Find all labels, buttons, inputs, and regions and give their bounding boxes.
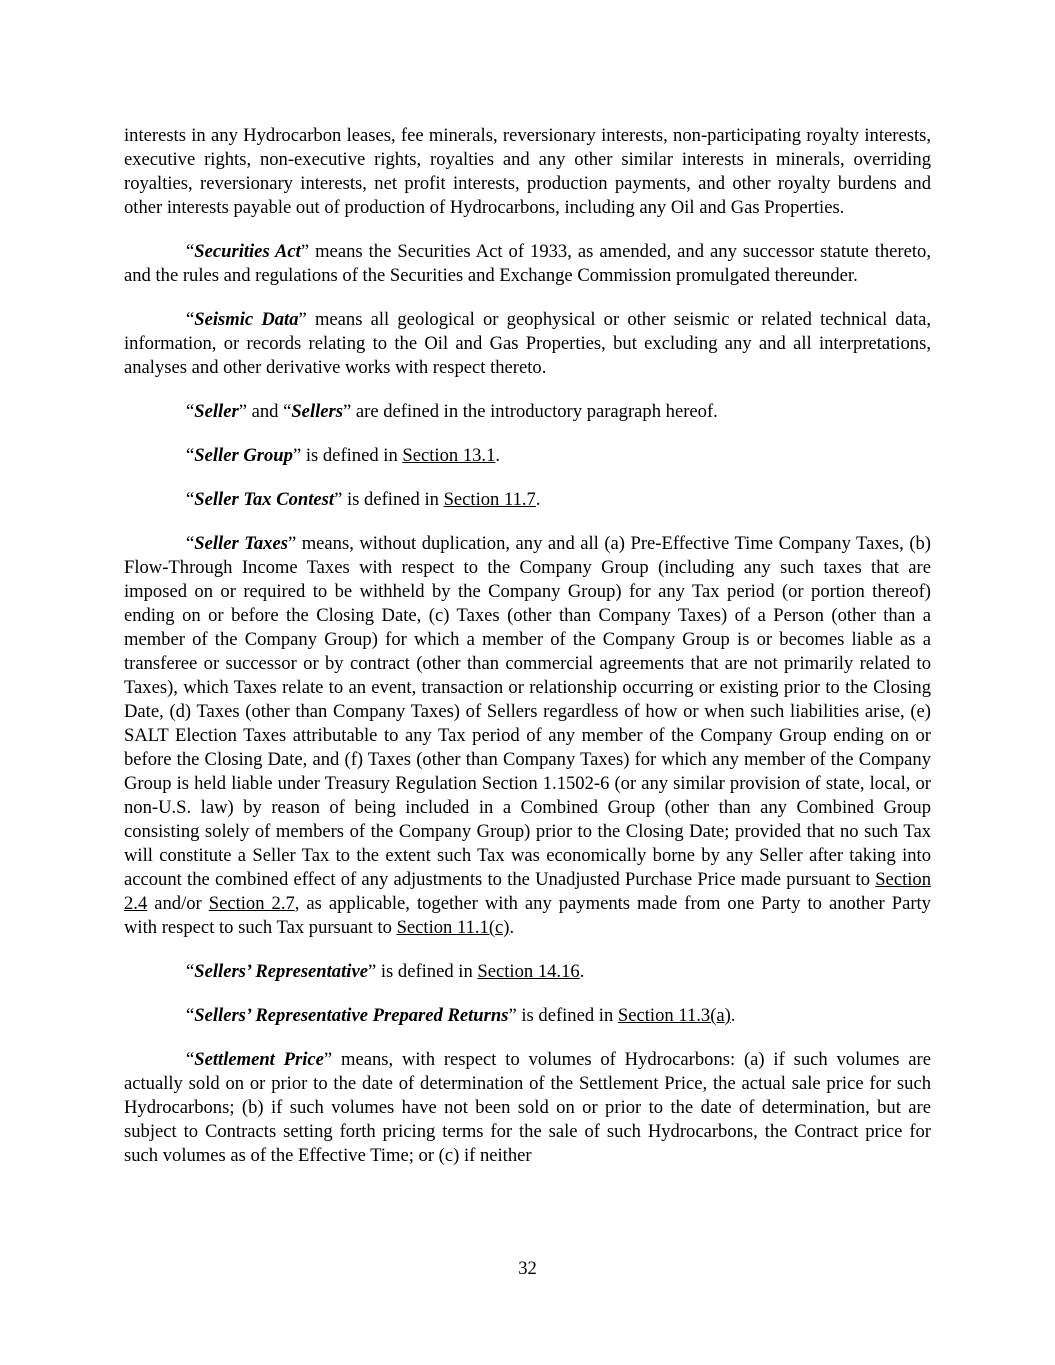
paragraph-text: “ <box>186 309 195 330</box>
paragraph-text: “ <box>186 489 195 510</box>
section-reference-link[interactable]: Section 13.1 <box>402 445 496 466</box>
defined-term: Sellers’ Representative Prepared Returns <box>194 1005 509 1026</box>
defined-term: Sellers <box>291 401 343 422</box>
defined-term: Sellers’ Representative <box>194 961 368 982</box>
paragraph-text: “ <box>186 1049 195 1070</box>
paragraph-text: “ <box>186 241 195 262</box>
paragraph-text: “ <box>186 401 195 422</box>
paragraph-text: . <box>579 961 585 982</box>
section-reference-link[interactable]: Section 14.16 <box>477 961 580 982</box>
paragraph-text: ” are defined in the introductory paragraph hereof. <box>343 401 718 422</box>
definition-paragraph <box>124 488 931 512</box>
page-number: 32 <box>518 1258 537 1279</box>
definition-paragraph <box>124 960 931 984</box>
paragraph-text: “ <box>186 533 195 554</box>
paragraph-text: ” is defined in <box>367 961 478 982</box>
paragraph-text: ” is defined in <box>334 489 444 510</box>
paragraph-text: ” is defined in <box>508 1005 618 1026</box>
section-reference-link[interactable]: Section 11.3(a) <box>617 1005 731 1026</box>
paragraph-text: ” means the Securities Act of 1933, as amended, and any successor statute thereto, and the rules and regulations of the Securities and Exchange Commission promulgated thereunder. <box>124 241 931 286</box>
paragraph-text: “ <box>186 1005 195 1026</box>
paragraph-text: ” means all geological or geophysical or other seismic or related technical data, information, or records relating to the Oil and Gas Properties, but excluding any and all interpretations, analyses and other derivative works with respect thereto. <box>124 309 931 378</box>
paragraph-text: ” and “ <box>238 401 292 422</box>
paragraph-text: , as applicable, together with any payments made from one Party to another Party with respect to such Tax pursuant to <box>124 893 931 938</box>
defined-term: Seismic Data <box>194 309 299 330</box>
defined-term: Seller <box>194 401 239 422</box>
definition-paragraph <box>124 124 931 220</box>
paragraph-text: ” is defined in <box>292 445 403 466</box>
definition-paragraph <box>124 1004 931 1028</box>
paragraph-text: interests in any Hydrocarbon leases, fee minerals, reversionary interests, non-participating royalty interests, executive rights, non-executive rights, royalties and any other similar interests in minerals, overriding royalties, reversionary interests, net profit interests, production payments, and other royalty burdens and other interests payable out of production of Hydrocarbons, including any Oil and Gas Properties. <box>124 125 931 218</box>
section-reference-link[interactable]: Section 11.1(c) <box>396 917 510 938</box>
paragraph-text: and/or <box>147 893 209 914</box>
definition-paragraph <box>124 1048 931 1168</box>
defined-term: Seller Taxes <box>194 533 288 554</box>
section-reference-link[interactable]: Section 11.7 <box>443 489 536 510</box>
section-reference-link[interactable]: Section 2.7 <box>208 893 295 914</box>
definition-paragraph <box>124 400 931 424</box>
defined-term: Settlement Price <box>194 1049 324 1070</box>
definition-paragraph <box>124 532 931 940</box>
paragraph-text: ” means, with respect to volumes of Hydrocarbons: (a) if such volumes are actually sold on or prior to the date of determination of the Settlement Price, the actual sale price for such Hydrocarbons; (b) if such volumes have not been sold on or prior to the date of determination, but are subject to Contracts setting forth pricing terms for the sale of such Hydrocarbons, the Contract price for such volumes as of the Effective Time; or (c) if neither <box>124 1049 932 1166</box>
paragraph-text: . <box>730 1005 736 1026</box>
definition-paragraph <box>124 240 931 288</box>
paragraph-text: “ <box>186 445 195 466</box>
definition-paragraph <box>124 308 931 380</box>
definition-paragraph <box>124 444 931 468</box>
defined-term: Seller Tax Contest <box>194 489 335 510</box>
paragraph-text: ” means, without duplication, any and all (a) Pre-Effective Time Company Taxes, (b) Flow-Through Income Taxes with respect to the Company Group (including any such taxes that are imposed on or required to be withheld by the Company Group) for any Tax period (or portion thereof) ending on or before the Closing Date, (c) Taxes (other than Company Taxes) of a Person (other than a member of the Company Group) for which a member of the Company Group is or becomes liable as a transferee or successor or by contract (other than commercial agreements that are not primarily related to Taxes), which Taxes relate to an event, transaction or relationship occurring or existing prior to the Closing Date, (d) Taxes (other than Company Taxes) of Sellers regardless of how or when such liabilities arise, (e) SALT Election Taxes attributable to any Tax period of any member of the Company Group ending on or before the Closing Date, and (f) Taxes (other than Company Taxes) for which any member of the Company Group is held liable under Treasury Regulation Section 1.1502-6 (or any similar provision of state, local, or non-U.S. law) by reason of being included in a Combined Group (other than any Combined Group consisting solely of members of the Company Group) prior to the Closing Date; provided that no such Tax will constitute a Seller Tax to the extent such Tax was economically borne by any Seller after taking into account the combined effect of any adjustments to the Unadjusted Purchase Price made pursuant to <box>124 533 931 890</box>
defined-term: Seller Group <box>194 445 293 466</box>
defined-term: Securities Act <box>194 241 301 262</box>
paragraph-text: . <box>509 917 515 938</box>
paragraph-text: “ <box>186 961 195 982</box>
paragraph-text: . <box>495 445 501 466</box>
paragraph-text: . <box>535 489 541 510</box>
document-page <box>124 124 931 1188</box>
section-reference-link[interactable]: Section 2.4 <box>124 869 931 914</box>
